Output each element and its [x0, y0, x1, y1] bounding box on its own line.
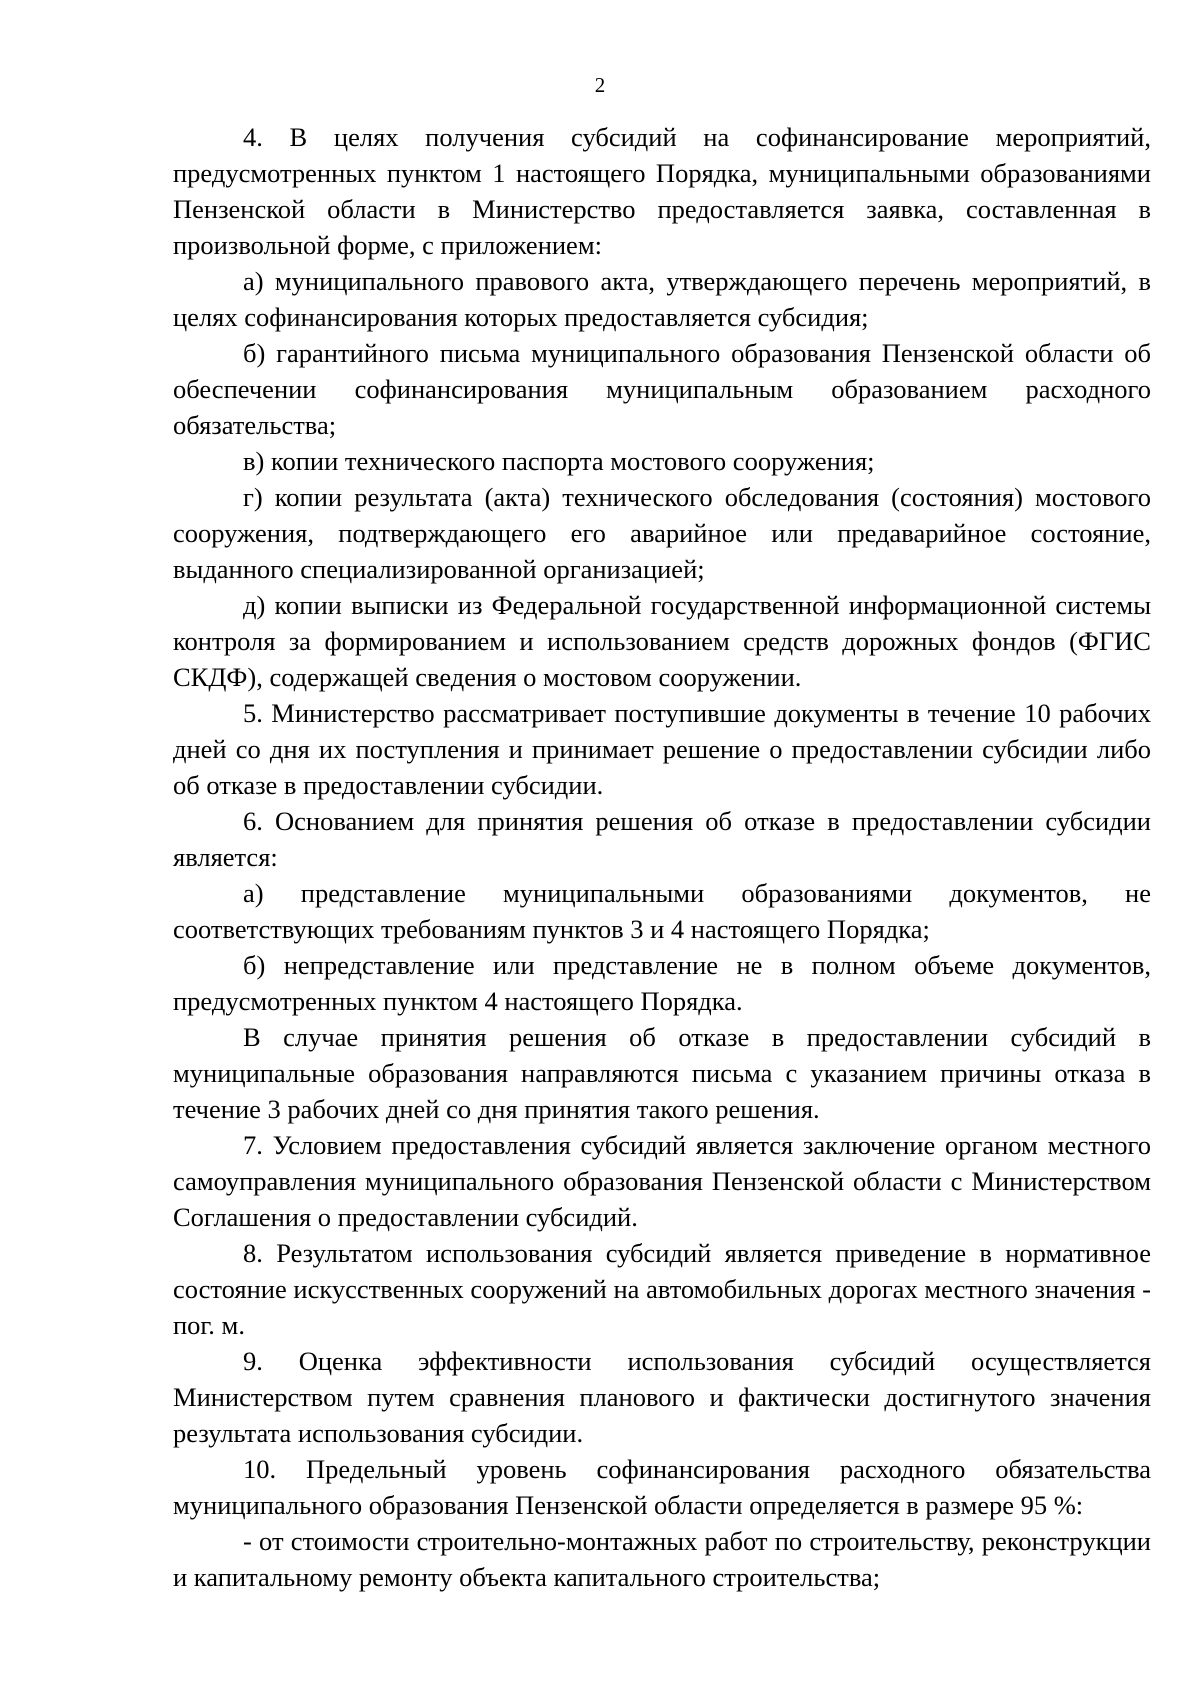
paragraph-item-6b: б) непредставление или представление не в полном объеме документов, предусмотренных пунктом 4 настоящего Порядка.: [173, 950, 1151, 1016]
paragraph-refusal-notice: В случае принятия решения об отказе в предоставлении субсидий в муниципальные образования направляются письма с указанием причины отказа в течение 3 рабочих дней со дня принятия такого решения.: [173, 1022, 1151, 1124]
paragraph-item-7: 7. Условием предоставления субсидий является заключение органом местного самоуправления муниципального образования Пензенской области с Министерством Соглашения о предоставлении субсидий.: [173, 1130, 1151, 1232]
paragraph-item-4: 4. В целях получения субсидий на софинансирование мероприятий, предусмотренных пунктом 1 настоящего Порядка, муниципальными образованиями Пензенской области в Министерство предоставляется заявка, составленная в произвольной форме, с приложением:: [173, 122, 1151, 260]
paragraph-item-6: 6. Основанием для принятия решения об отказе в предоставлении субсидии является:: [173, 806, 1151, 872]
document-body: [173, 119, 1151, 1595]
paragraph-item-4v: в) копии технического паспорта мостового сооружения;: [243, 446, 875, 476]
paragraph-item-5: 5. Министерство рассматривает поступившие документы в течение 10 рабочих дней со дня их поступления и принимает решение о предоставлении субсидии либо об отказе в предоставлении субсидии.: [173, 698, 1151, 800]
paragraph-item-10: 10. Предельный уровень софинансирования расходного обязательства муниципального образования Пензенской области определяется в размере 95 %:: [173, 1454, 1151, 1520]
paragraph-item-8: 8. Результатом использования субсидий является приведение в нормативное состояние искусственных сооружений на автомобильных дорогах местного значения - пог. м.: [173, 1238, 1151, 1340]
paragraph-item-6a: а) представление муниципальными образованиями документов, не соответствующих требованиям пунктов 3 и 4 настоящего Порядка;: [173, 878, 1151, 944]
page-number: 2: [594, 73, 606, 97]
paragraph-item-9: 9. Оценка эффективности использования субсидий осуществляется Министерством путем сравнения планового и фактически достигнутого значения результата использования субсидии.: [173, 1346, 1151, 1448]
paragraph-item-4a: а) муниципального правового акта, утверждающего перечень мероприятий, в целях софинансирования которых предоставляется субсидия;: [173, 266, 1151, 332]
paragraph-item-4d: д) копии выписки из Федеральной государственной информационной системы контроля за формированием и использованием средств дорожных фондов (ФГИС СКДФ), содержащей сведения о мостовом сооружении.: [173, 590, 1151, 692]
paragraph-item-4b: б) гарантийного письма муниципального образования Пензенской области об обеспечении софинансирования муниципальным образованием расходного обязательства;: [173, 338, 1151, 440]
paragraph-item-10-dash: - от стоимости строительно-монтажных работ по строительству, реконструкции и капитальному ремонту объекта капитального строительства;: [173, 1526, 1151, 1592]
paragraph-item-4g: г) копии результата (акта) технического обследования (состояния) мостового сооружения, подтверждающего его аварийное или предаварийное состояние, выданного специализированной организацией;: [173, 482, 1151, 584]
